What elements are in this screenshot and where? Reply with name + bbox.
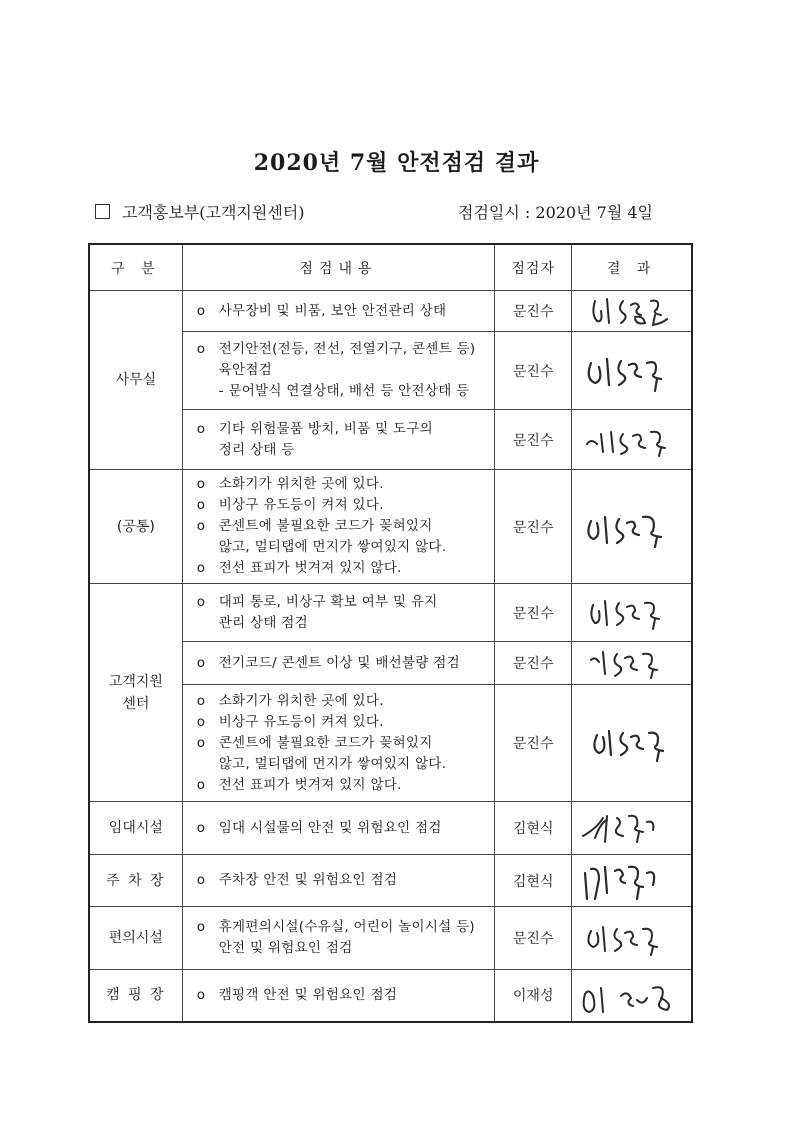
signature-image bbox=[577, 505, 687, 549]
content-cell bbox=[182, 584, 495, 642]
header-content: 점검내용 bbox=[182, 244, 495, 291]
list-item: o 전선 표피가 벗겨져 있지 않다. bbox=[196, 560, 402, 576]
signature-image bbox=[577, 974, 687, 1016]
signature-image bbox=[577, 723, 687, 763]
signature-image bbox=[577, 293, 687, 329]
signature-image bbox=[577, 919, 687, 957]
signature-cell bbox=[572, 291, 692, 332]
document-title: 2020년 7월 안전점검 결과 bbox=[253, 150, 540, 176]
list-item: o 소화기가 위치한 곳에 있다. bbox=[196, 692, 384, 709]
table-row bbox=[89, 470, 692, 584]
signature-cell bbox=[572, 584, 692, 642]
content-cell bbox=[182, 470, 495, 584]
category-common: (공통) bbox=[89, 470, 182, 584]
table-row bbox=[89, 907, 692, 970]
list-item: o 임대 시설물의 안전 및 위험요인 점검 bbox=[196, 819, 442, 836]
content-cell bbox=[182, 970, 495, 1022]
list-item: 정리 상태 등 bbox=[218, 441, 295, 458]
inspector-name: 문진수 bbox=[495, 685, 572, 802]
list-item: o 전기안전(전등, 전선, 전열기구, 콘센트 등) bbox=[196, 341, 476, 357]
table-row bbox=[89, 584, 692, 642]
content-cell bbox=[182, 802, 495, 855]
content-cell bbox=[182, 291, 495, 332]
department-line bbox=[95, 200, 305, 223]
inspector-name: 문진수 bbox=[495, 332, 572, 410]
table-row bbox=[89, 291, 692, 332]
signature-cell bbox=[572, 642, 692, 685]
list-item: o 기타 위험물품 방치, 비품 및 도구의 bbox=[196, 420, 434, 437]
department-name: 고객홍보부(고객지원센터) bbox=[122, 203, 305, 222]
category-parking: 주 차 장 bbox=[89, 855, 182, 907]
header-result: 결 과 bbox=[572, 244, 692, 291]
list-item: o 전기코드/ 콘센트 이상 및 배선불량 점검 bbox=[196, 654, 460, 671]
list-item: 않고, 멀티탭에 먼지가 쌓여있지 않다. bbox=[218, 539, 447, 555]
signature-cell bbox=[572, 685, 692, 802]
list-item: o 비상구 유도등이 켜져 있다. bbox=[196, 713, 384, 730]
inspector-name: 문진수 bbox=[495, 470, 572, 584]
inspector-name: 김현식 bbox=[495, 802, 572, 855]
content-cell bbox=[182, 685, 495, 802]
content-cell bbox=[182, 410, 495, 470]
category-center-line2: 센터 bbox=[122, 695, 150, 712]
inspector-name: 문진수 bbox=[495, 291, 572, 332]
inspector-name: 문진수 bbox=[495, 642, 572, 685]
table-row bbox=[89, 970, 692, 1022]
signature-image bbox=[577, 595, 687, 631]
list-item: o 전선 표피가 벗겨져 있지 않다. bbox=[196, 776, 402, 793]
inspector-name: 김현식 bbox=[495, 855, 572, 907]
category-office: 사무실 bbox=[89, 291, 182, 470]
inspector-name: 문진수 bbox=[495, 410, 572, 470]
header-inspector: 점검자 bbox=[495, 244, 572, 291]
list-item: o 소화기가 위치한 곳에 있다. bbox=[196, 476, 384, 492]
category-camping: 캠 핑 장 bbox=[89, 970, 182, 1022]
signature-image bbox=[577, 349, 687, 393]
list-item: 안전 및 위험요인 점검 bbox=[218, 940, 353, 956]
signature-image bbox=[577, 646, 687, 680]
content-cell bbox=[182, 907, 495, 970]
signature-image bbox=[577, 808, 687, 848]
signature-cell bbox=[572, 907, 692, 970]
category-center bbox=[89, 584, 182, 802]
checkbox-icon[interactable] bbox=[95, 204, 110, 219]
list-item: o 캠핑객 안전 및 위험요인 점검 bbox=[196, 986, 398, 1003]
signature-cell bbox=[572, 970, 692, 1022]
inspection-date: 점검일시 : 2020년 7월 4일 bbox=[458, 203, 654, 222]
signature-cell bbox=[572, 802, 692, 855]
signature-cell bbox=[572, 470, 692, 584]
list-item: o 비상구 유도등이 켜져 있다. bbox=[196, 497, 384, 513]
list-item: 육안점검 bbox=[218, 362, 273, 378]
list-item: 않고, 멀티탭에 먼지가 쌓여있지 않다. bbox=[218, 755, 447, 772]
list-item: o 콘센트에 불필요한 코드가 꽂혀있지 bbox=[196, 734, 433, 751]
list-item: o 휴게편의시설(수유실, 어린이 놀이시설 등) bbox=[196, 919, 475, 935]
signature-cell bbox=[572, 332, 692, 410]
list-item: o 콘센트에 불필요한 코드가 꽂혀있지 bbox=[196, 518, 433, 534]
signature-cell bbox=[572, 410, 692, 470]
list-item: o 대피 통로, 비상구 확보 여부 및 유지 bbox=[196, 593, 438, 610]
category-center-line1: 고객지원 bbox=[108, 673, 163, 690]
inspection-table bbox=[88, 243, 693, 1023]
list-item: o 주차장 안전 및 위험요인 점검 bbox=[196, 872, 398, 888]
inspector-name: 문진수 bbox=[495, 584, 572, 642]
table-header-row bbox=[89, 244, 692, 291]
signature-cell bbox=[572, 855, 692, 907]
content-cell bbox=[182, 332, 495, 410]
inspector-name: 이재성 bbox=[495, 970, 572, 1022]
list-item: o 사무장비 및 비품, 보안 안전관리 상태 bbox=[196, 302, 447, 319]
signature-image bbox=[577, 422, 687, 458]
header-category: 구 분 bbox=[89, 244, 182, 291]
category-rental: 임대시설 bbox=[89, 802, 182, 855]
table-row bbox=[89, 802, 692, 855]
table-row bbox=[89, 855, 692, 907]
content-cell bbox=[182, 855, 495, 907]
content-cell bbox=[182, 642, 495, 685]
category-convenience: 편의시설 bbox=[89, 907, 182, 970]
signature-image bbox=[577, 859, 687, 903]
list-item: - 문어발식 연결상태, 배선 등 안전상태 등 bbox=[218, 383, 470, 399]
list-item: 관리 상태 점검 bbox=[218, 614, 308, 631]
inspector-name: 문진수 bbox=[495, 907, 572, 970]
